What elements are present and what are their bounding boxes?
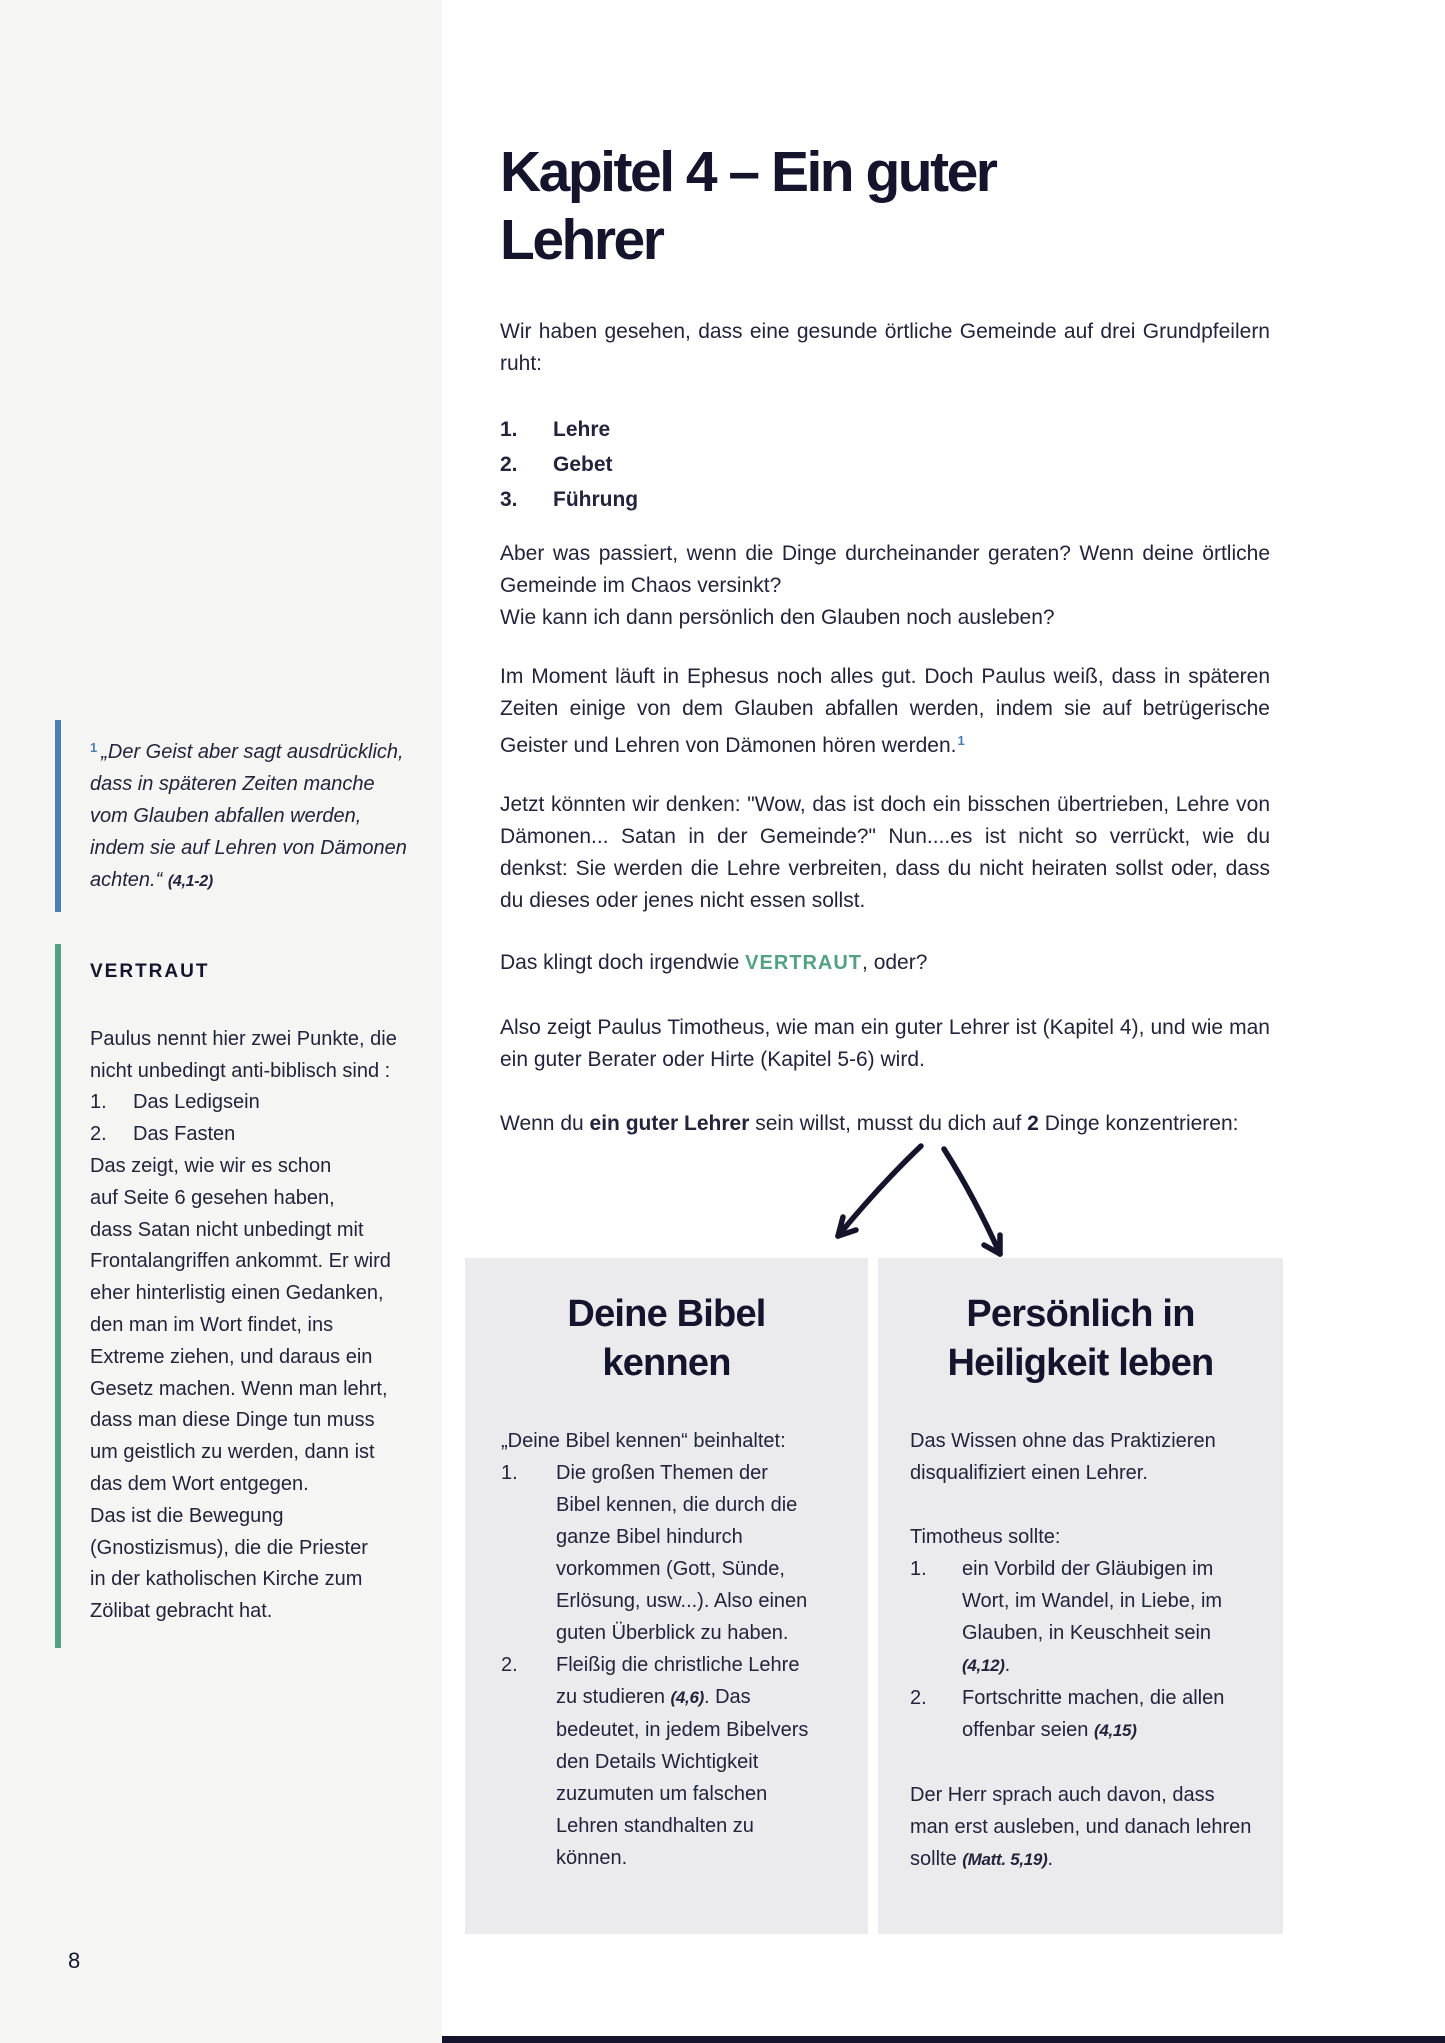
box-content [465,1425,868,1874]
note-line: Paulus nennt hier zwei Punkte, die [90,1027,397,1050]
box-intro: Das Wissen ohne das Praktizieren disqualifiziert einen Lehrer. [910,1430,1216,1484]
margin-note [55,944,460,1648]
quote-line: vom Glauben abfallen werden, [90,805,362,827]
note-list-item: 2. Das Fasten [90,1123,236,1146]
pillar-item: 1. Lehre [500,418,611,441]
note-line: Zölibat gebracht hat. [90,1600,273,1623]
box-outro: Der Herr sprach auch davon, dass man erst ausleben, und danach lehren sollte (Matt. 5,19). [910,1784,1252,1870]
page-number: 8 [68,1948,81,1973]
note-line: Extreme ziehen, und daraus ein [90,1345,373,1368]
note-line: das dem Wort entgegen. [90,1472,309,1495]
box-subheading: Timotheus sollte: [910,1526,1061,1548]
vertraut-highlight: VERTRAUT [745,952,863,974]
note-line: Das ist die Bewegung [90,1504,284,1527]
note-line: Gesetz machen. Wenn man lehrt, [90,1377,388,1400]
note-line: Frontalangriffen ankommt. Er wird [90,1250,391,1273]
verse-reference: (4,1-2) [167,873,213,890]
note-line: in der katholischen Kirche zum [90,1568,363,1591]
quote-line: $^1$ „Der Geist aber sagt ausdrücklich, [90,740,404,763]
box-heiligkeit-leben [878,1258,1283,1934]
note-line: Das zeigt, wie wir es schon [90,1154,332,1177]
note-list-item: 1. Das Ledigsein [90,1091,260,1114]
paragraph-wenn: Wenn du ein guter Lehrer sein willst, musst du dich auf 2 Dinge konzentrieren: [500,1112,1239,1135]
pillar-item: 2. Gebet [500,453,613,476]
note-line: eher hinterlistig einen Gedanken, [90,1282,384,1305]
page-title: Kapitel 4 – Ein guter Lehrer [500,140,996,272]
footnote-marker: 1 [957,733,965,748]
note-heading: VERTRAUT [90,961,210,982]
box-bibel-kennen [465,1258,868,1934]
verse-reference: (4,6) [670,1688,704,1707]
pillars-list [500,412,1270,517]
verse-reference: (4,12) [962,1656,1005,1675]
verse-reference: (Matt. 5,19) [962,1850,1048,1869]
box-title: Deine Bibel kennen [567,1293,766,1384]
note-line: den man im Wort findet, ins [90,1313,334,1336]
paragraph-chaos: Aber was passiert, wenn die Dinge durcheinander geraten? Wenn deine örtliche Gemeinde im Chaos versinkt? Wie kann ich dann persönlich den Glauben noch ausleben? [500,542,1270,629]
next-page-edge [442,2036,1445,2043]
box-intro: „Deine Bibel kennen“ beinhaltet: [501,1430,786,1452]
footnote-marker: 1 [90,740,98,755]
paragraph-intro: Wir haben gesehen, dass eine gesunde örtliche Gemeinde auf drei Grundpfeilern ruht: [500,320,1270,375]
paragraph-ephesus: Im Moment läuft in Ephesus noch alles gut. Doch Paulus weiß, dass in späteren Zeiten einige von dem Glauben abfallen werden, indem sie auf betrügerische Geister und Lehren von Dämonen hören werden.$^1$ [500,665,1270,757]
paragraph-denken: Jetzt könnten wir denken: "Wow, das ist doch ein bisschen übertrieben, Lehre von Dämonen... Satan in der Gemeinde?" Nun....es ist nicht so verrückt, wie du denkst: Sie werden die Lehre verbreiten, dass du nicht heiraten sollst oder, dass du dieses oder jenes nicht essen sollst. [500,793,1270,912]
arrow-down-right-icon [944,1149,1000,1254]
box-list-item: 1. Die großen Themen der Bibel kennen, die durch die ganze Bibel hindurch vorkommen (Gott, Sünde, Erlösung, usw...). Also einen guten Überblick zu haben. [501,1462,808,1644]
pillar-item: 3. Führung [500,488,639,511]
footnote-quote [55,720,440,912]
quote-line: indem sie auf Lehren von Dämonen [90,837,407,859]
note-line: auf Seite 6 gesehen haben, [90,1186,335,1209]
note-line: (Gnostizismus), die die Priester [90,1536,368,1559]
note-line: um geistlich zu werden, dann ist [90,1441,375,1464]
box-title: Persönlich in Heiligkeit leben [947,1293,1214,1384]
paragraph-also: Also zeigt Paulus Timotheus, wie man ein guter Lehrer ist (Kapitel 4), und wie man ein guter Berater oder Hirte (Kapitel 5-6) wird. [500,1016,1270,1071]
box-list-item: 1. ein Vorbild der Gläubigen im Wort, im Wandel, in Liebe, im Glauben, in Keuschheit sein (4,12). [910,1558,1223,1676]
verse-reference: (4,15) [1093,1721,1137,1740]
branch-arrows [800,1133,1060,1268]
box-content [878,1425,1283,1876]
note-line: nicht unbedingt anti-biblisch sind : [90,1059,391,1082]
note-line: dass man diese Dinge tun muss [90,1409,375,1432]
paragraph-vertraut: Das klingt doch irgendwie VERTRAUT, oder? [500,951,928,974]
box-list-item: 2. Fortschritte machen, die allen offenbar seien (4,15) [910,1687,1225,1741]
note-line: dass Satan nicht unbedingt mit [90,1218,364,1241]
box-list-item: 2. Fleißig die christliche Lehre zu studieren (4,6). Das bedeutet, in jedem Bibelvers den Details Wichtigkeit zuzumuten um falschen Lehren standhalten zu können. [501,1654,809,1869]
quote-line: dass in späteren Zeiten manche [90,773,375,795]
quote-line: achten.“ (4,1-2) [90,869,213,891]
arrow-down-left-icon [838,1146,921,1236]
